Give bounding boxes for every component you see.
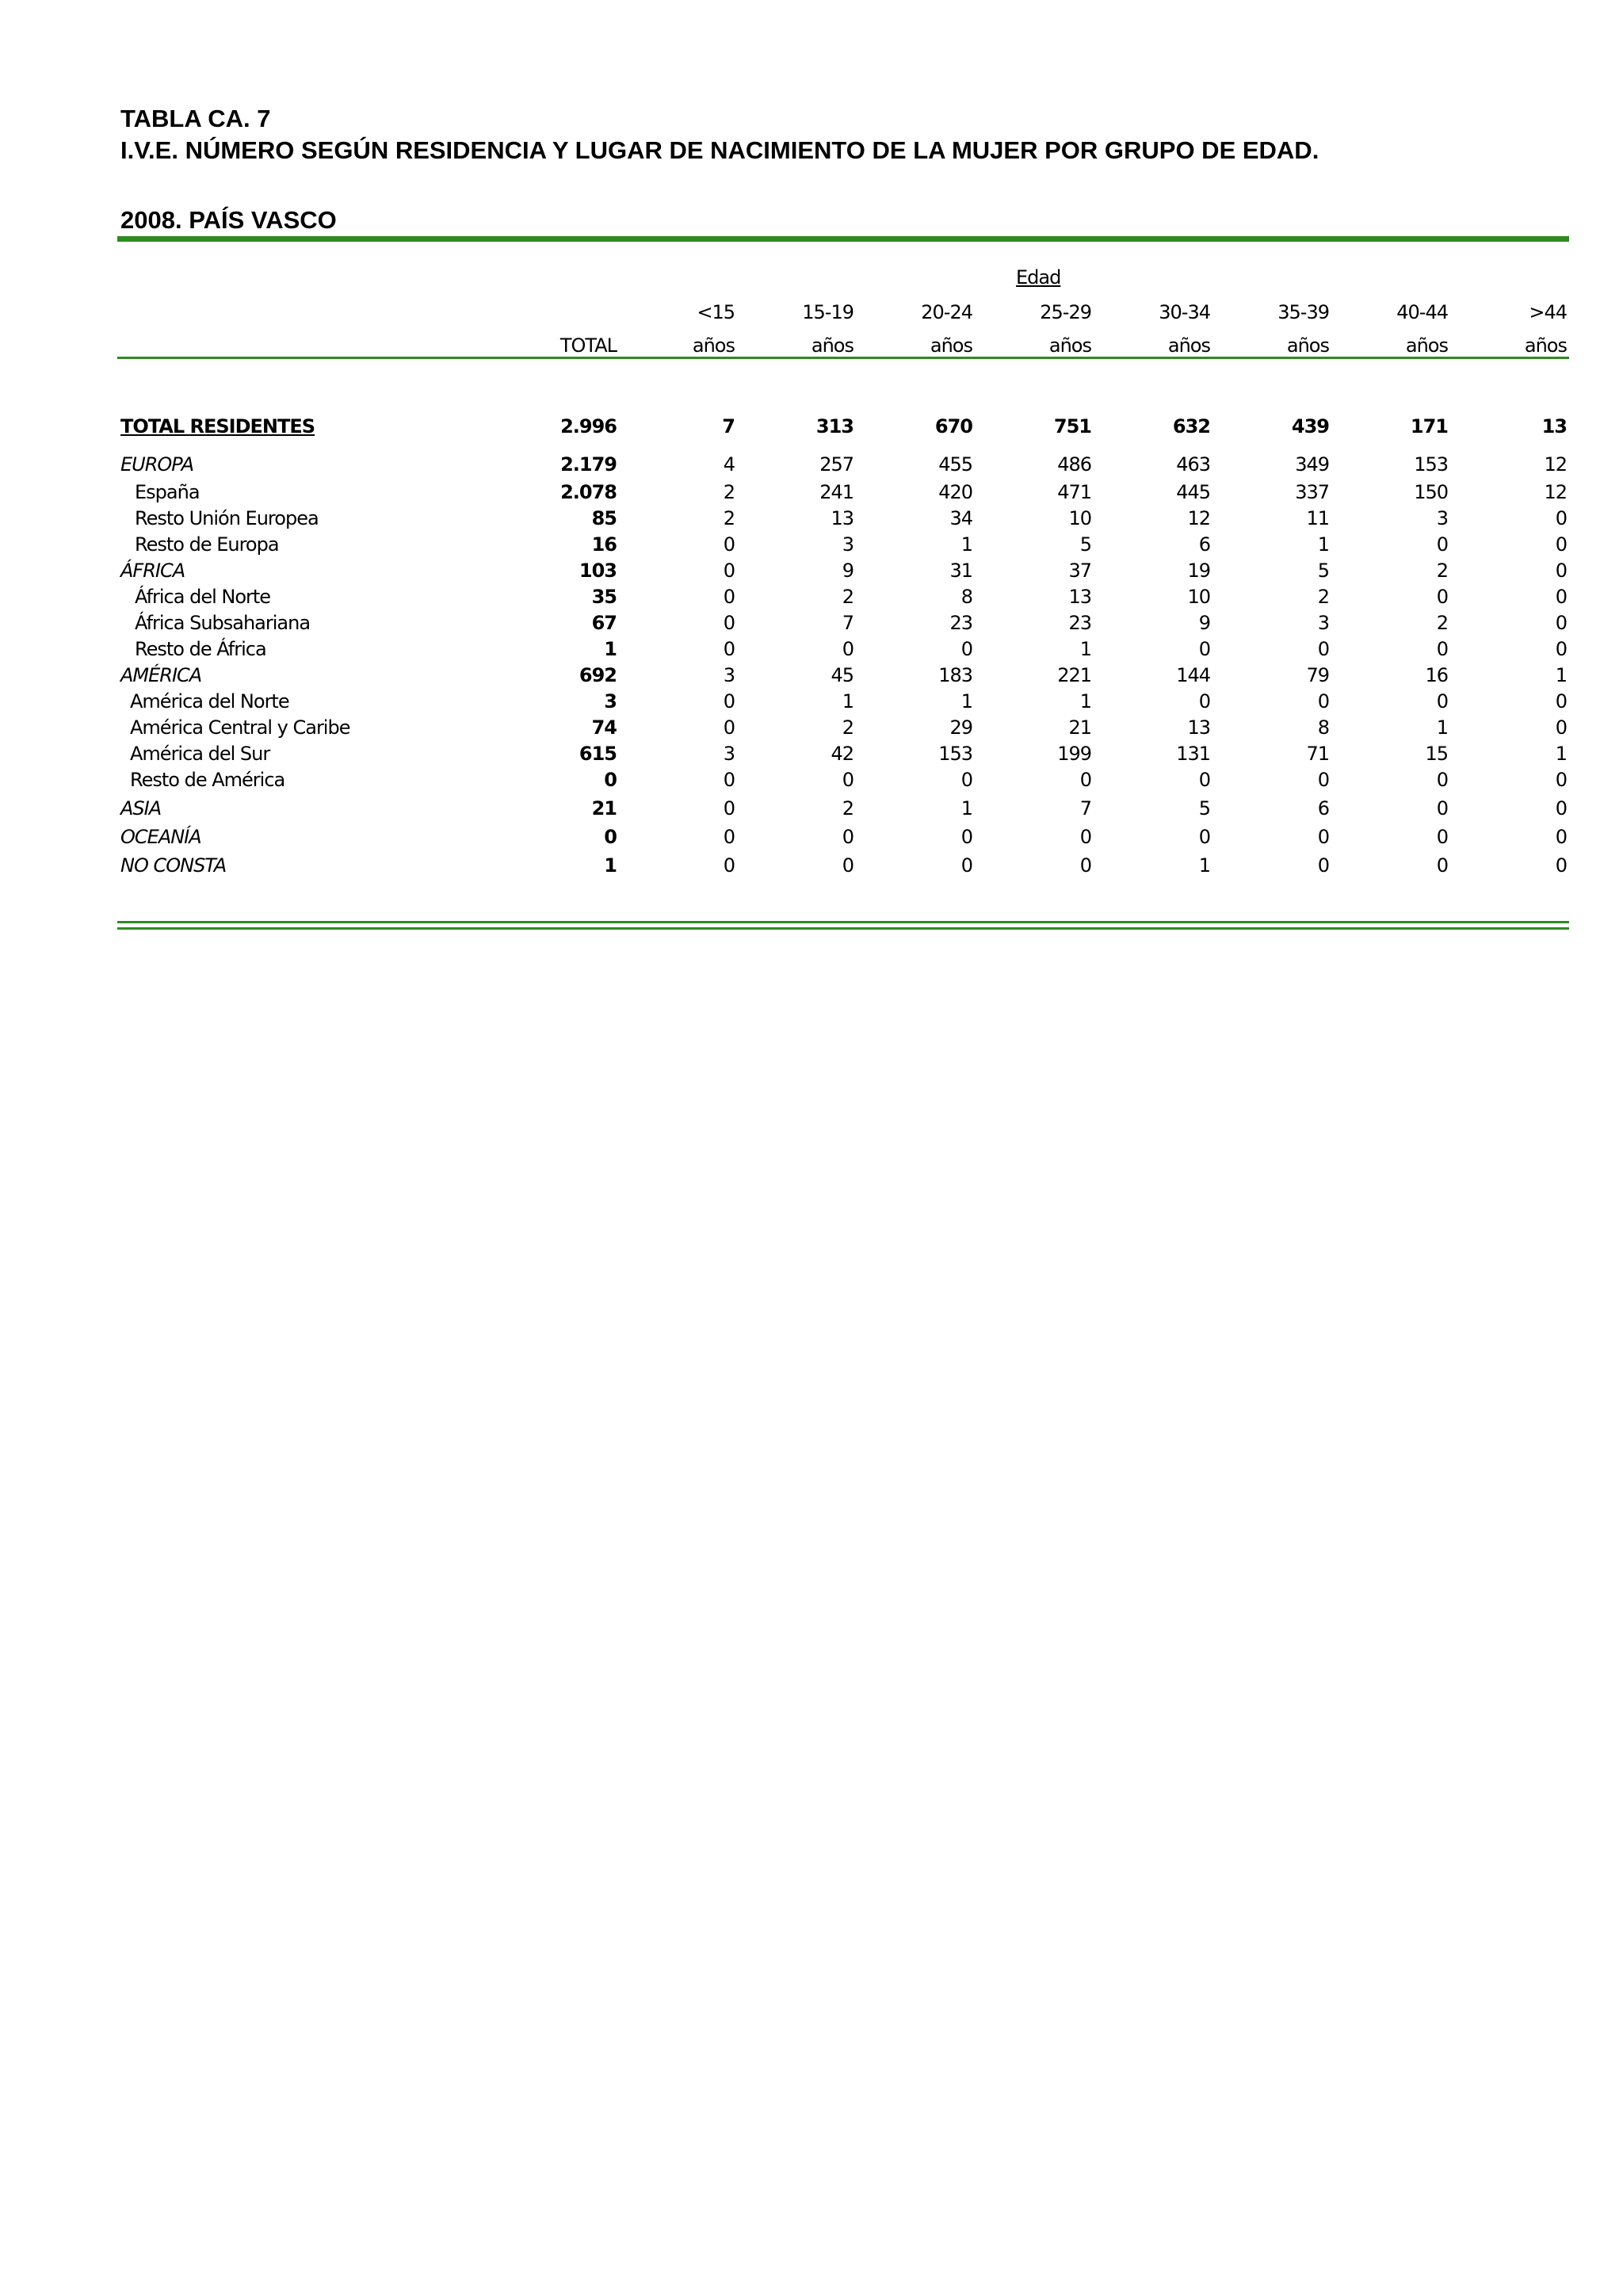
- total-column-header: TOTAL: [559, 334, 617, 357]
- table-title: I.V.E. NÚMERO SEGÚN RESIDENCIA Y LUGAR DE NACIMIENTO DE LA MUJER POR GRUPO DE EDAD.: [120, 136, 1319, 164]
- table-row: [120, 664, 1569, 688]
- table-row: [120, 797, 1569, 821]
- row-value: 34: [949, 507, 972, 529]
- row-value: 0: [842, 854, 854, 877]
- row-value: 313: [815, 415, 854, 437]
- row-value: 0: [842, 769, 854, 791]
- row-value: 0: [723, 716, 735, 739]
- row-label: AMÉRICA: [120, 664, 202, 686]
- row-value: 131: [1176, 743, 1210, 765]
- row-value: 0: [1436, 797, 1448, 819]
- age-group-label: Edad: [1016, 266, 1061, 288]
- row-value: 2: [842, 797, 854, 819]
- age-header-8: >44: [1529, 301, 1567, 323]
- row-value: 445: [1176, 481, 1210, 503]
- row-value: 2: [1317, 586, 1329, 608]
- row-value: 2: [723, 481, 735, 503]
- row-value: 632: [1172, 415, 1210, 437]
- row-label: OCEANÍA: [120, 826, 201, 848]
- row-label: Resto Unión Europea: [135, 507, 319, 529]
- row-total: 0: [604, 826, 617, 848]
- row-label: América del Sur: [130, 743, 270, 765]
- age-unit-header-6: años: [1286, 334, 1329, 357]
- bottom-divider-1: [117, 921, 1569, 923]
- row-value: 241: [819, 481, 854, 503]
- row-value: 2: [723, 507, 735, 529]
- row-value: 10: [1187, 586, 1210, 608]
- row-value: 16: [1425, 664, 1448, 686]
- row-value: 1: [1555, 743, 1567, 765]
- row-value: 2: [842, 716, 854, 739]
- row-value: 0: [723, 612, 735, 634]
- row-value: 0: [842, 638, 854, 660]
- row-value: 0: [723, 638, 735, 660]
- row-value: 0: [1436, 690, 1448, 712]
- row-value: 221: [1057, 664, 1091, 686]
- row-value: 0: [1317, 826, 1329, 848]
- table-row: [120, 415, 1569, 439]
- age-unit-header-8: años: [1524, 334, 1567, 357]
- table-number: TABLA CA. 7: [120, 105, 271, 132]
- row-value: 5: [1198, 797, 1210, 819]
- row-value: 455: [938, 453, 972, 476]
- row-value: 5: [1317, 560, 1329, 582]
- row-value: 0: [1555, 854, 1567, 877]
- row-total: 103: [579, 560, 617, 582]
- age-unit-header-2: años: [811, 334, 854, 357]
- row-value: 144: [1176, 664, 1210, 686]
- age-header-6: 35-39: [1277, 301, 1329, 323]
- row-value: 0: [1555, 797, 1567, 819]
- row-total: 3: [604, 690, 617, 712]
- row-value: 10: [1068, 507, 1091, 529]
- age-header-2: 15-19: [802, 301, 854, 323]
- row-value: 0: [1555, 826, 1567, 848]
- row-value: 9: [1198, 612, 1210, 634]
- row-value: 12: [1544, 453, 1567, 476]
- row-label: Resto de Europa: [135, 533, 279, 556]
- row-value: 13: [831, 507, 854, 529]
- row-value: 0: [1555, 560, 1567, 582]
- row-value: 0: [1317, 638, 1329, 660]
- table-row: [120, 533, 1569, 557]
- row-total: 16: [591, 533, 617, 556]
- row-value: 19: [1187, 560, 1210, 582]
- row-value: 0: [723, 533, 735, 556]
- row-value: 13: [1187, 716, 1210, 739]
- row-value: 439: [1291, 415, 1329, 437]
- row-value: 2: [842, 586, 854, 608]
- age-header-7: 40-44: [1396, 301, 1448, 323]
- row-value: 0: [723, 690, 735, 712]
- row-value: 471: [1057, 481, 1091, 503]
- row-total: 21: [591, 797, 617, 819]
- row-value: 3: [1317, 612, 1329, 634]
- age-header-1: <15: [697, 301, 735, 323]
- row-label: EUROPA: [120, 453, 193, 476]
- table-row: [120, 560, 1569, 583]
- table-row: [120, 716, 1569, 740]
- row-value: 12: [1544, 481, 1567, 503]
- row-value: 0: [1555, 690, 1567, 712]
- row-value: 183: [938, 664, 972, 686]
- row-value: 13: [1068, 586, 1091, 608]
- row-value: 3: [723, 743, 735, 765]
- row-value: 0: [1317, 854, 1329, 877]
- row-value: 45: [831, 664, 854, 686]
- row-value: 23: [1068, 612, 1091, 634]
- row-value: 0: [723, 797, 735, 819]
- row-label: NO CONSTA: [120, 854, 227, 877]
- row-label: Resto de América: [130, 769, 285, 791]
- row-value: 3: [842, 533, 854, 556]
- row-value: 7: [1079, 797, 1091, 819]
- row-value: 463: [1176, 453, 1210, 476]
- row-value: 0: [842, 826, 854, 848]
- row-value: 37: [1068, 560, 1091, 582]
- row-value: 2: [1436, 612, 1448, 634]
- header-divider: [117, 357, 1569, 359]
- row-value: 1: [960, 690, 972, 712]
- row-value: 0: [1317, 690, 1329, 712]
- row-value: 0: [960, 826, 972, 848]
- row-value: 150: [1414, 481, 1448, 503]
- row-value: 0: [1436, 586, 1448, 608]
- age-header-4: 25-29: [1040, 301, 1091, 323]
- row-total: 2.179: [560, 453, 617, 476]
- row-value: 670: [934, 415, 972, 437]
- row-value: 0: [1198, 826, 1210, 848]
- age-header-3: 20-24: [921, 301, 972, 323]
- row-value: 0: [1436, 638, 1448, 660]
- row-value: 6: [1317, 797, 1329, 819]
- table-row: [120, 769, 1569, 793]
- table-subtitle: 2008. PAÍS VASCO: [120, 206, 337, 234]
- row-value: 0: [723, 769, 735, 791]
- row-label: TOTAL RESIDENTES: [120, 415, 315, 437]
- row-label: América del Norte: [130, 690, 289, 712]
- row-total: 74: [591, 716, 617, 739]
- table-row: [120, 612, 1569, 636]
- table-row: [120, 586, 1569, 609]
- row-value: 1: [1198, 854, 1210, 877]
- table-row: [120, 854, 1569, 878]
- row-value: 349: [1295, 453, 1329, 476]
- table-row: [120, 743, 1569, 766]
- row-value: 257: [819, 453, 854, 476]
- row-value: 6: [1198, 533, 1210, 556]
- row-value: 2: [1436, 560, 1448, 582]
- row-value: 8: [960, 586, 972, 608]
- row-value: 0: [1079, 826, 1091, 848]
- row-value: 1: [842, 690, 854, 712]
- row-value: 3: [1436, 507, 1448, 529]
- age-unit-header-5: años: [1167, 334, 1210, 357]
- row-value: 7: [842, 612, 854, 634]
- row-value: 0: [1555, 533, 1567, 556]
- top-divider: [117, 236, 1569, 242]
- row-value: 15: [1425, 743, 1448, 765]
- row-value: 0: [723, 854, 735, 877]
- row-value: 0: [723, 586, 735, 608]
- age-unit-header-4: años: [1048, 334, 1091, 357]
- row-value: 199: [1057, 743, 1091, 765]
- table-row: [120, 826, 1569, 850]
- row-value: 21: [1068, 716, 1091, 739]
- age-unit-header-7: años: [1405, 334, 1448, 357]
- row-value: 0: [960, 638, 972, 660]
- row-total: 67: [591, 612, 617, 634]
- row-value: 486: [1057, 453, 1091, 476]
- row-value: 0: [1555, 507, 1567, 529]
- row-value: 23: [949, 612, 972, 634]
- row-value: 0: [1436, 769, 1448, 791]
- row-value: 71: [1306, 743, 1329, 765]
- row-label: África Subsahariana: [135, 612, 311, 634]
- row-value: 1: [1079, 638, 1091, 660]
- table-row: [120, 481, 1569, 505]
- row-value: 7: [722, 415, 735, 437]
- row-value: 0: [723, 560, 735, 582]
- row-value: 0: [1198, 638, 1210, 660]
- age-header-5: 30-34: [1159, 301, 1210, 323]
- row-value: 1: [960, 533, 972, 556]
- row-value: 0: [1555, 586, 1567, 608]
- row-total: 35: [591, 586, 617, 608]
- row-total: 2.996: [560, 415, 617, 437]
- row-value: 29: [949, 716, 972, 739]
- row-value: 8: [1317, 716, 1329, 739]
- row-total: 2.078: [560, 481, 617, 503]
- row-value: 751: [1053, 415, 1091, 437]
- bottom-divider-2: [117, 927, 1569, 930]
- table-row: [120, 507, 1569, 531]
- age-unit-header-1: años: [692, 334, 735, 357]
- row-value: 0: [1555, 612, 1567, 634]
- row-value: 0: [1436, 854, 1448, 877]
- row-value: 0: [960, 769, 972, 791]
- row-value: 171: [1410, 415, 1448, 437]
- row-value: 0: [960, 854, 972, 877]
- row-value: 79: [1306, 664, 1329, 686]
- table-row: [120, 690, 1569, 714]
- row-value: 1: [1317, 533, 1329, 556]
- row-label: ASIA: [120, 797, 162, 819]
- row-label: España: [135, 481, 200, 503]
- row-label: ÁFRICA: [120, 560, 185, 582]
- row-value: 153: [938, 743, 972, 765]
- row-value: 31: [949, 560, 972, 582]
- row-value: 13: [1541, 415, 1567, 437]
- row-value: 153: [1414, 453, 1448, 476]
- row-value: 12: [1187, 507, 1210, 529]
- row-value: 0: [1436, 826, 1448, 848]
- row-value: 420: [938, 481, 972, 503]
- row-total: 615: [579, 743, 617, 765]
- row-label: Resto de África: [135, 638, 266, 660]
- row-value: 0: [1317, 769, 1329, 791]
- table-row: [120, 638, 1569, 662]
- row-value: 0: [1555, 638, 1567, 660]
- row-value: 4: [723, 453, 735, 476]
- row-value: 0: [1079, 769, 1091, 791]
- row-value: 0: [1555, 769, 1567, 791]
- row-value: 0: [723, 826, 735, 848]
- row-total: 1: [604, 638, 617, 660]
- row-value: 1: [1436, 716, 1448, 739]
- row-value: 42: [831, 743, 854, 765]
- table-row: [120, 453, 1569, 477]
- row-value: 1: [1079, 690, 1091, 712]
- row-total: 692: [579, 664, 617, 686]
- row-value: 1: [1555, 664, 1567, 686]
- row-value: 0: [1555, 716, 1567, 739]
- row-value: 0: [1198, 769, 1210, 791]
- age-unit-header-3: años: [930, 334, 972, 357]
- row-total: 1: [604, 854, 617, 877]
- row-label: América Central y Caribe: [130, 716, 350, 739]
- row-total: 0: [604, 769, 617, 791]
- row-label: África del Norte: [135, 586, 271, 608]
- row-value: 337: [1295, 481, 1329, 503]
- row-value: 3: [723, 664, 735, 686]
- row-value: 0: [1198, 690, 1210, 712]
- row-total: 85: [591, 507, 617, 529]
- row-value: 9: [842, 560, 854, 582]
- row-value: 0: [1079, 854, 1091, 877]
- row-value: 11: [1306, 507, 1329, 529]
- row-value: 0: [1436, 533, 1448, 556]
- row-value: 5: [1079, 533, 1091, 556]
- row-value: 1: [960, 797, 972, 819]
